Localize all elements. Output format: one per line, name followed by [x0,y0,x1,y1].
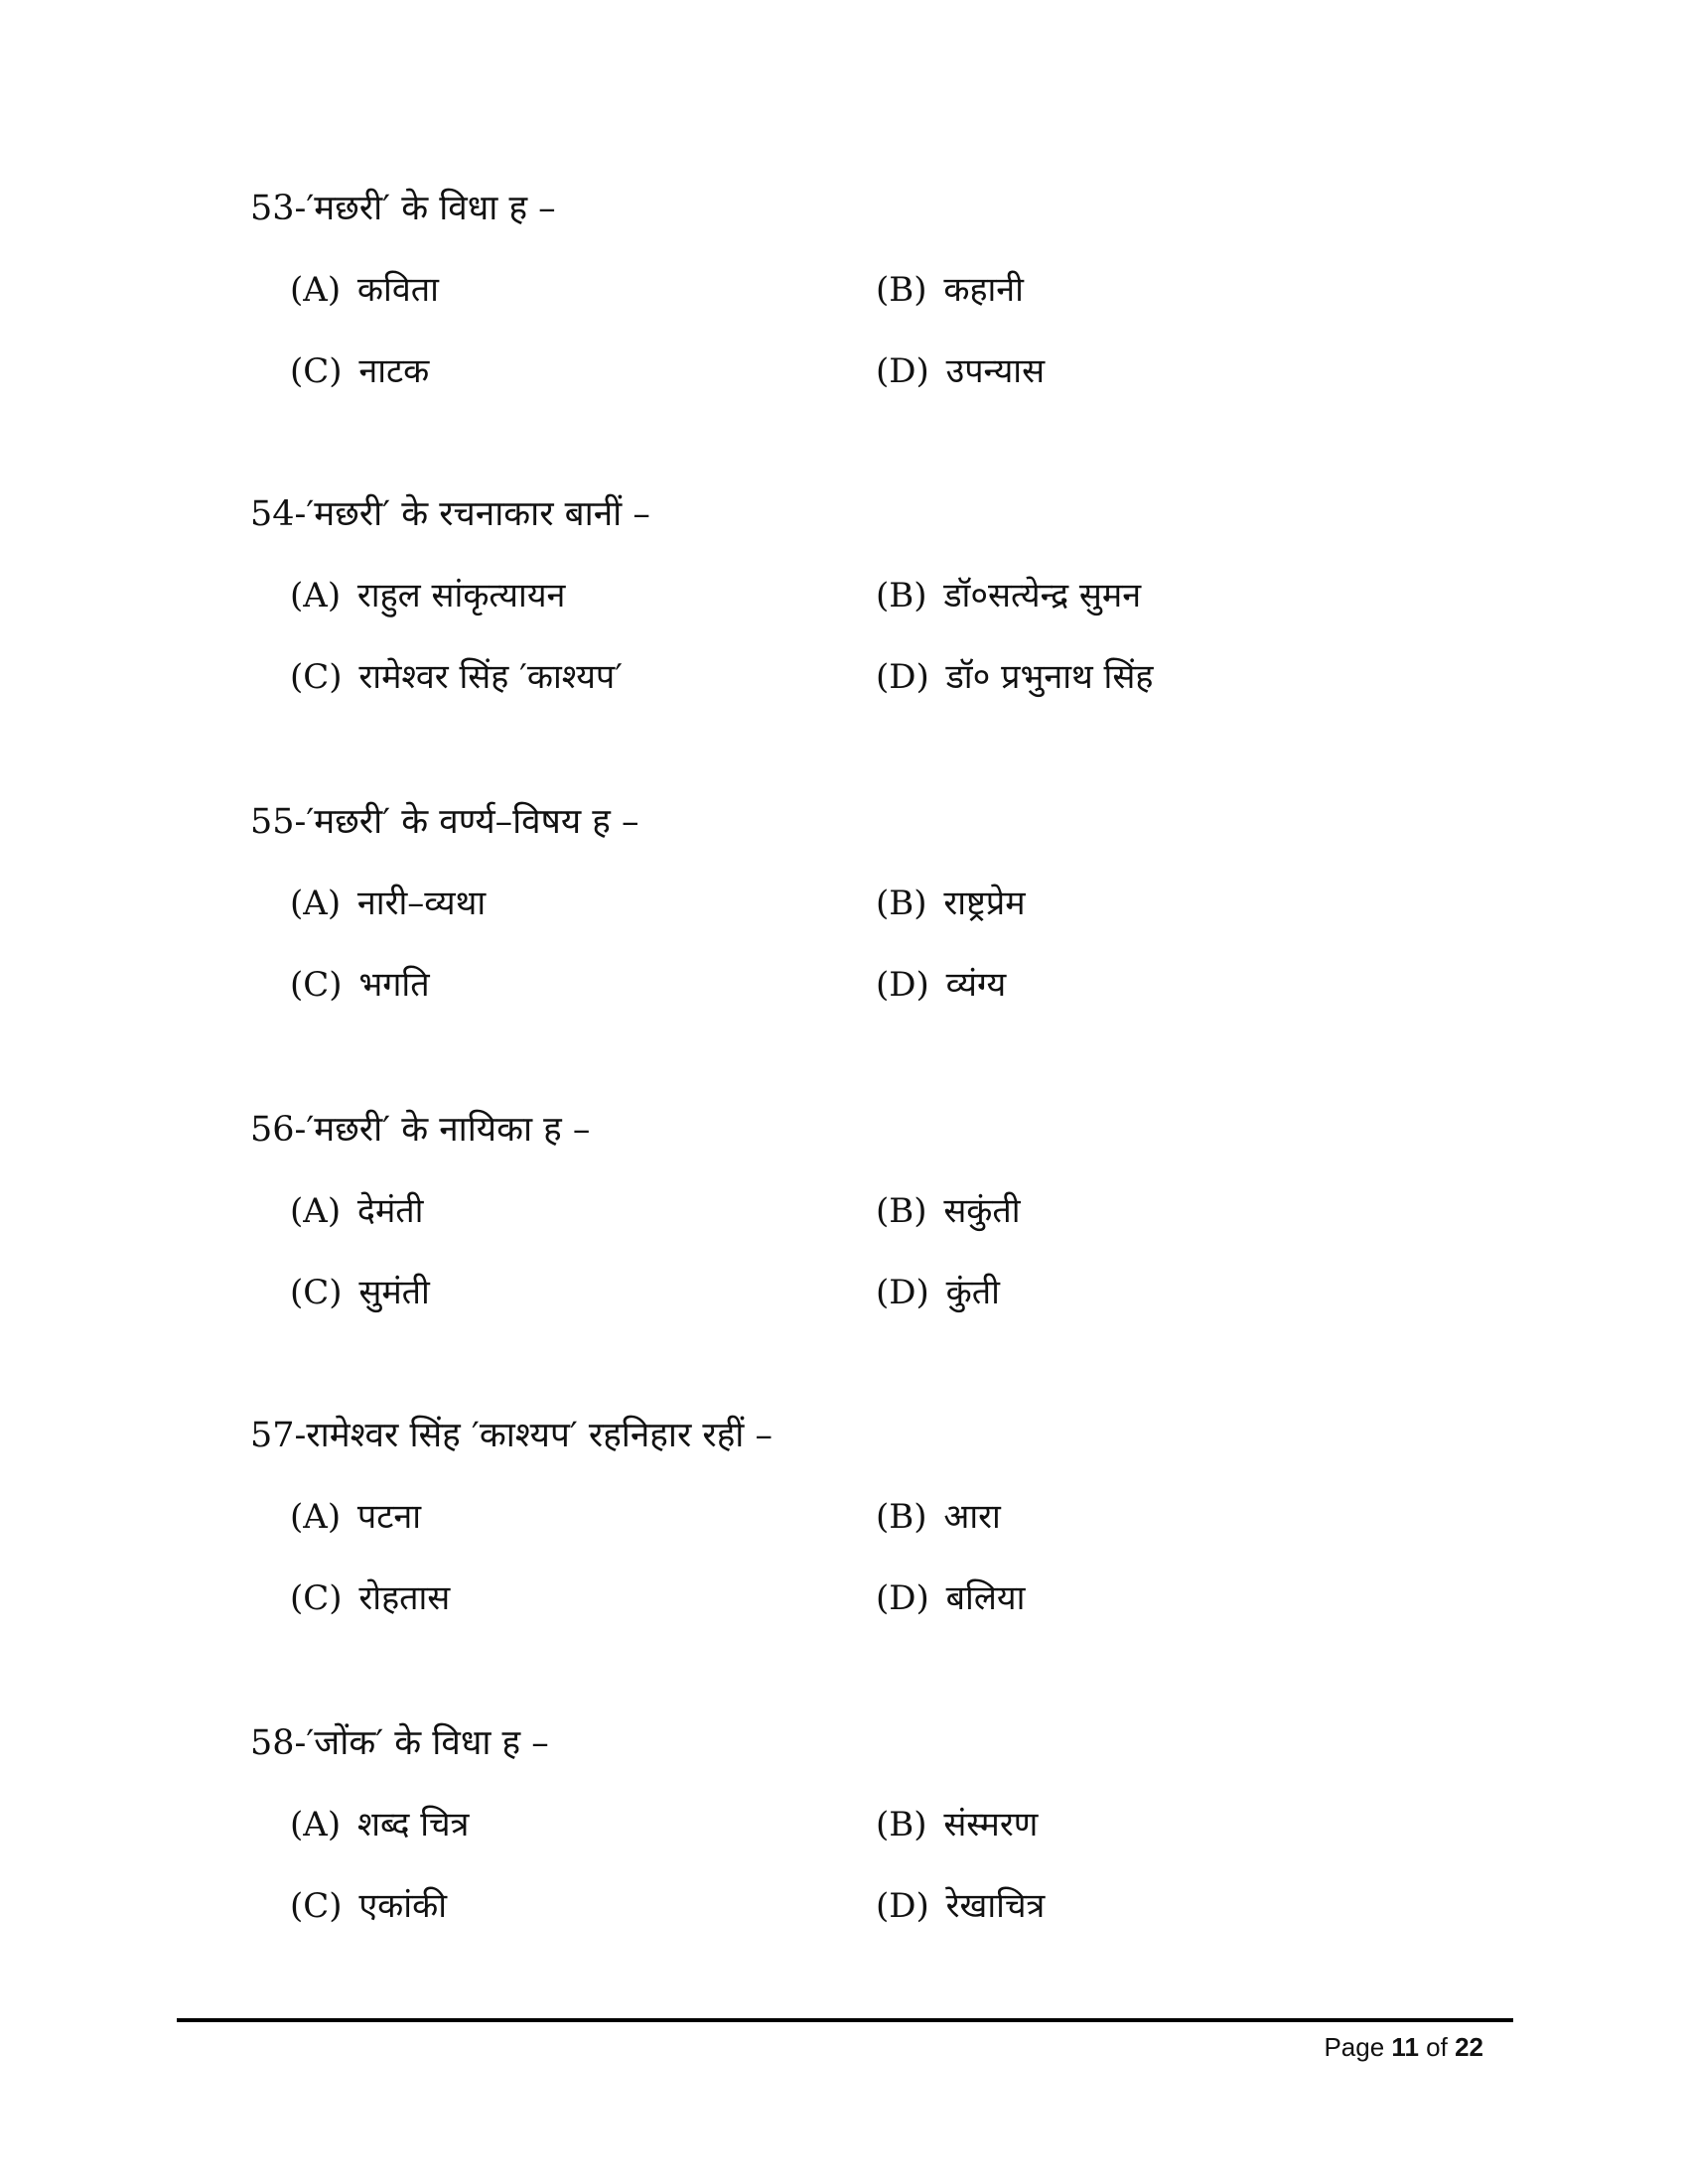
option-b: (B) कहानी [876,270,1024,310]
option-d: (D) बलिया [876,1578,1026,1618]
question-57 [250,1416,1541,1618]
option-row [250,1191,1541,1231]
option-a: (A) पटना [290,1497,422,1537]
option-b: (B) सकुंती [876,1191,1021,1231]
total-pages: 22 [1455,2032,1483,2062]
question-58 [250,1723,1541,1926]
option-row [250,1805,1541,1844]
current-page: 11 [1391,2032,1419,2062]
option-d: (D) रेखाचित्र [876,1886,1046,1926]
option-b: (B) आरा [876,1497,1001,1537]
question-text: 58-′जोंक′ के विधा ह – [250,1723,549,1763]
option-row [250,576,1541,615]
option-row [250,1886,1541,1926]
option-d: (D) उपन्यास [876,351,1046,391]
option-b: (B) डॉ०सत्येन्द्र सुमन [876,576,1142,615]
question-text: 54-′मछरी′ के रचनाकार बानीं – [250,494,650,534]
question-text: 55-′मछरी′ के वर्ण्य–विषय ह – [250,802,639,842]
option-d: (D) व्यंग्य [876,965,1007,1005]
option-row [250,1578,1541,1618]
option-b: (B) राष्ट्रप्रेम [876,884,1026,923]
option-a: (A) नारी–व्यथा [290,884,487,923]
question-56 [250,1110,1541,1312]
question-54 [250,494,1541,697]
footer-divider [177,2018,1513,2022]
page-label: Page [1324,2032,1385,2062]
option-c: (C) सुमंती [290,1273,430,1312]
option-row [250,270,1541,310]
option-b: (B) संस्मरण [876,1805,1039,1844]
question-53 [250,189,1541,391]
question-text: 56-′मछरी′ के नायिका ह – [250,1110,591,1150]
option-c: (C) रामेश्वर सिंह ′काश्यप′ [290,657,623,697]
option-a: (A) देमंती [290,1191,424,1231]
option-row [250,351,1541,391]
option-d: (D) डॉ० प्रभुनाथ सिंह [876,657,1154,697]
question-text: 57-रामेश्वर सिंह ′काश्यप′ रहनिहार रहीं – [250,1416,773,1455]
option-a: (A) शब्द चित्र [290,1805,470,1844]
option-a: (A) कविता [290,270,439,310]
option-row [250,965,1541,1005]
question-55 [250,802,1541,1005]
option-row [250,657,1541,697]
option-row [250,1273,1541,1312]
question-text: 53-′मछरी′ के विधा ह – [250,189,556,228]
option-c: (C) रोहतास [290,1578,451,1618]
option-a: (A) राहुल सांकृत्यायन [290,576,566,615]
option-c: (C) एकांकी [290,1886,447,1926]
page-number [1321,2030,1483,2064]
option-row [250,1497,1541,1537]
option-d: (D) कुंती [876,1273,1000,1312]
option-row [250,884,1541,923]
of-label: of [1426,2032,1448,2062]
option-c: (C) भगति [290,965,430,1005]
option-c: (C) नाटक [290,351,430,391]
